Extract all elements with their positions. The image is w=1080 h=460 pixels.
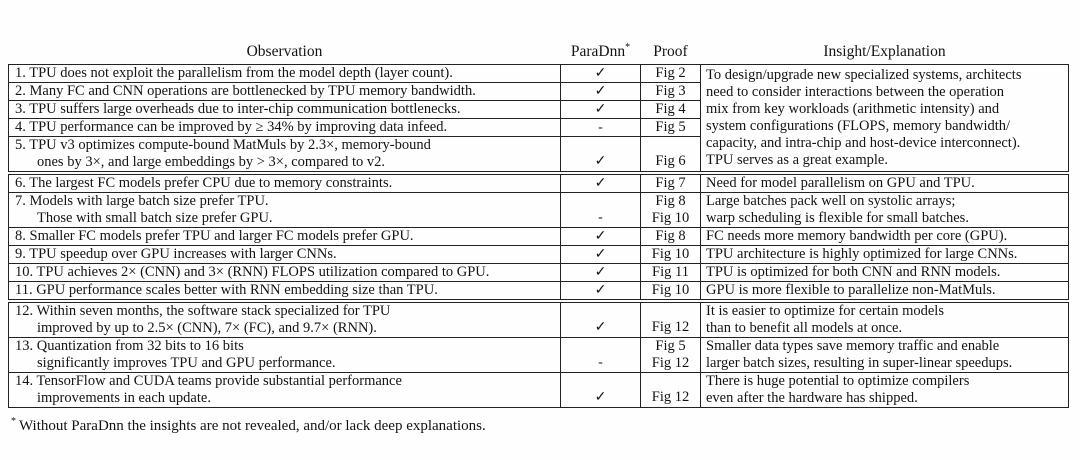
proof-ref: Fig 4 bbox=[655, 101, 686, 118]
header-paradnn-asterisk: * bbox=[625, 42, 631, 53]
proof-cell bbox=[641, 264, 701, 282]
insight-line: Smaller data types save memory traffic and enable bbox=[706, 338, 1000, 355]
observation-line: 2. Many FC and CNN operations are bottlenecked by TPU memory bandwidth. bbox=[15, 83, 476, 100]
observation-cell bbox=[9, 119, 561, 137]
proof-ref: Fig 8 bbox=[655, 228, 686, 245]
insight-cell bbox=[701, 246, 1069, 264]
observation-line: 8. Smaller FC models prefer TPU and larger FC models prefer GPU. bbox=[15, 228, 414, 245]
observation-cell bbox=[9, 301, 561, 338]
table-row bbox=[9, 282, 1069, 302]
proof-cell bbox=[641, 246, 701, 264]
insight-line: TPU architecture is highly optimized for large CNNs. bbox=[706, 246, 1018, 263]
proof-cell bbox=[641, 65, 701, 83]
observation-line: 9. TPU speedup over GPU increases with larger CNNs. bbox=[15, 246, 337, 263]
proof-ref: Fig 5 bbox=[655, 338, 686, 355]
insight-line: TPU serves as a great example. bbox=[706, 152, 888, 169]
table-row bbox=[9, 373, 1069, 408]
observation-line: 4. TPU performance can be improved by ≥ 34% by improving data infeed. bbox=[15, 119, 448, 136]
proof-ref: Fig 6 bbox=[655, 153, 686, 170]
paradnn-cell: ✓ bbox=[561, 65, 641, 83]
observation-line: improved by up to 2.5× (CNN), 7× (FC), and 9.7× (RNN). bbox=[37, 320, 377, 337]
paradnn-cell: - bbox=[561, 193, 641, 228]
table-header-row bbox=[9, 42, 1069, 65]
table-row bbox=[9, 228, 1069, 246]
header-proof: Proof bbox=[653, 42, 688, 60]
insight-cell bbox=[701, 338, 1069, 373]
observation-line: 1. TPU does not exploit the parallelism from the model depth (layer count). bbox=[15, 65, 453, 82]
proof-cell bbox=[641, 301, 701, 338]
observation-cell bbox=[9, 65, 561, 83]
observation-line: 13. Quantization from 32 bits to 16 bits bbox=[15, 338, 244, 355]
table-row bbox=[9, 338, 1069, 373]
observation-line: 11. GPU performance scales better with RNN embedding size than TPU. bbox=[15, 282, 438, 299]
insight-line: It is easier to optimize for certain models bbox=[706, 303, 944, 320]
observation-line: 14. TensorFlow and CUDA teams provide substantial performance bbox=[15, 373, 402, 390]
proof-cell bbox=[641, 119, 701, 137]
table-row bbox=[9, 65, 1069, 83]
proof-ref: Fig 10 bbox=[651, 282, 690, 299]
observation-cell bbox=[9, 373, 561, 408]
observation-line: 10. TPU achieves 2× (CNN) and 3× (RNN) FLOPS utilization compared to GPU. bbox=[15, 264, 490, 281]
insight-cell bbox=[701, 373, 1069, 408]
table-footnote bbox=[11, 416, 1072, 435]
insight-cell bbox=[701, 228, 1069, 246]
observation-cell bbox=[9, 83, 561, 101]
paradnn-cell: ✓ bbox=[561, 373, 641, 408]
proof-cell bbox=[641, 282, 701, 302]
proof-cell bbox=[641, 173, 701, 193]
insight-line: To design/upgrade new specialized systems, architects bbox=[706, 67, 1022, 84]
insight-cell bbox=[701, 193, 1069, 228]
proof-ref: Fig 2 bbox=[655, 65, 686, 82]
observation-cell bbox=[9, 101, 561, 119]
proof-cell bbox=[641, 193, 701, 228]
paradnn-cell: ✓ bbox=[561, 301, 641, 338]
proof-cell bbox=[641, 101, 701, 119]
footnote-text: Without ParaDnn the insights are not revealed, and/or lack deep explanations. bbox=[19, 418, 486, 435]
observation-cell bbox=[9, 246, 561, 264]
insight-line: warp scheduling is flexible for small batches. bbox=[706, 210, 969, 227]
paradnn-cell: ✓ bbox=[561, 137, 641, 174]
table-group-1 bbox=[9, 65, 1069, 174]
table-row bbox=[9, 301, 1069, 338]
proof-cell bbox=[641, 137, 701, 174]
observation-line: ones by 3×, and large embeddings by > 3×, compared to v2. bbox=[37, 154, 386, 171]
paradnn-cell: ✓ bbox=[561, 228, 641, 246]
table-row bbox=[9, 193, 1069, 228]
observation-line: 7. Models with large batch size prefer TPU. bbox=[15, 193, 269, 210]
paradnn-cell: - bbox=[561, 119, 641, 137]
observation-line: 6. The largest FC models prefer CPU due to memory constraints. bbox=[15, 175, 393, 192]
insight-line: system configurations (FLOPS, memory bandwidth/ bbox=[706, 118, 1011, 135]
insight-line: Need for model parallelism on GPU and TPU. bbox=[706, 175, 975, 192]
insight-line: FC needs more memory bandwidth per core (GPU). bbox=[706, 228, 1008, 245]
insight-line: than to benefit all models at once. bbox=[706, 320, 903, 337]
observation-line: Those with small batch size prefer GPU. bbox=[37, 210, 273, 227]
observation-cell bbox=[9, 338, 561, 373]
paradnn-cell: ✓ bbox=[561, 264, 641, 282]
paradnn-cell: ✓ bbox=[561, 101, 641, 119]
proof-cell bbox=[641, 373, 701, 408]
header-observation: Observation bbox=[246, 42, 323, 60]
observation-line: 5. TPU v3 optimizes compute-bound MatMuls by 2.3×, memory-bound bbox=[15, 137, 431, 154]
insight-line: larger batch sizes, resulting in super-linear speedups. bbox=[706, 355, 1013, 372]
proof-cell bbox=[641, 83, 701, 101]
proof-ref: Fig 10 bbox=[651, 210, 690, 227]
insight-cell bbox=[701, 301, 1069, 338]
insight-line: GPU is more flexible to parallelize non-MatMuls. bbox=[706, 282, 996, 299]
paradnn-cell: ✓ bbox=[561, 83, 641, 101]
observation-cell bbox=[9, 193, 561, 228]
observation-cell bbox=[9, 173, 561, 193]
table-group-3 bbox=[9, 301, 1069, 408]
observation-cell bbox=[9, 282, 561, 302]
observation-line: improvements in each update. bbox=[37, 390, 211, 407]
observations-table bbox=[8, 42, 1069, 408]
observation-cell bbox=[9, 137, 561, 174]
insight-cell bbox=[701, 264, 1069, 282]
proof-ref: Fig 12 bbox=[651, 319, 690, 336]
proof-cell bbox=[641, 338, 701, 373]
proof-ref: Fig 7 bbox=[655, 175, 686, 192]
insight-line: even after the hardware has shipped. bbox=[706, 390, 918, 407]
table-row bbox=[9, 264, 1069, 282]
observation-line: significantly improves TPU and GPU performance. bbox=[37, 355, 336, 372]
insight-line: TPU is optimized for both CNN and RNN models. bbox=[706, 264, 1001, 281]
proof-ref: Fig 5 bbox=[655, 119, 686, 136]
header-paradnn-label: ParaDnn bbox=[570, 43, 626, 61]
proof-ref: Fig 12 bbox=[651, 355, 690, 372]
header-insight: Insight/Explanation bbox=[823, 42, 946, 60]
proof-cell bbox=[641, 228, 701, 246]
paradnn-cell: ✓ bbox=[561, 173, 641, 193]
paradnn-cell: ✓ bbox=[561, 282, 641, 302]
table-group-2 bbox=[9, 173, 1069, 301]
proof-ref: Fig 12 bbox=[651, 389, 690, 406]
insight-cell bbox=[701, 173, 1069, 193]
observation-line: 12. Within seven months, the software stack specialized for TPU bbox=[15, 303, 391, 320]
insight-line: mix from key workloads (arithmetic intensity) and bbox=[706, 101, 1000, 118]
observation-cell bbox=[9, 228, 561, 246]
table-row bbox=[9, 173, 1069, 193]
insight-line: Large batches pack well on systolic arrays; bbox=[706, 193, 956, 210]
footnote-asterisk: * bbox=[11, 416, 16, 428]
table-header bbox=[9, 42, 1069, 65]
proof-ref: Fig 10 bbox=[651, 246, 690, 263]
header-paradnn bbox=[561, 42, 641, 65]
insight-line: need to consider interactions between the operation bbox=[706, 84, 1004, 101]
observation-cell bbox=[9, 264, 561, 282]
proof-ref: Fig 3 bbox=[655, 83, 686, 100]
insight-line: capacity, and intra-chip and host-device interconnect). bbox=[706, 135, 1021, 152]
insight-cell-merged bbox=[701, 65, 1069, 174]
table-row bbox=[9, 246, 1069, 264]
proof-ref: Fig 8 bbox=[655, 193, 686, 210]
paradnn-cell: - bbox=[561, 338, 641, 373]
insight-cell bbox=[701, 282, 1069, 302]
proof-ref: Fig 11 bbox=[652, 264, 689, 281]
observation-line: 3. TPU suffers large overheads due to inter-chip communication bottlenecks. bbox=[15, 101, 461, 118]
paradnn-cell: ✓ bbox=[561, 246, 641, 264]
insight-line: There is huge potential to optimize compilers bbox=[706, 373, 970, 390]
